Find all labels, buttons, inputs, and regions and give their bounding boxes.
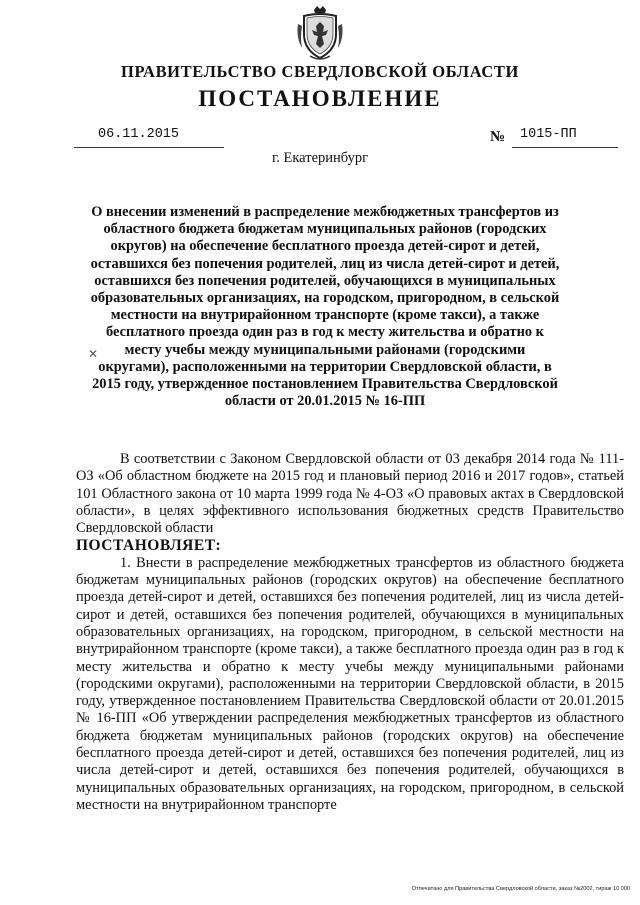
document-title: О внесении изменений в распределение межбюджетных трансфертов из областного бюджета бюджетам муниципальных районов (городских округов) на обеспечение бесплатного проезда детей-сирот и детей, оставшихся без попечения родителей, лиц из числа детей-сирот и детей, оставшихся без попечения родителей, обучающихся в муниципальных образовательных организациях, на городском, пригородном, в сельской местности на внутрирайонном транспорте (кроме такси), а также бесплатного проезда один раз в год к месту жительства и обратно к месту учебы между муниципальными районами (городскими округами), расположенными на территории Свердловской области, в 2015 году, утвержденное постановлением Правительства Свердловской области от 20.01.2015 № 16-ПП bbox=[90, 204, 560, 410]
decree-heading: ПОСТАНОВЛЯЕТ: bbox=[76, 537, 222, 555]
number-underline bbox=[512, 147, 618, 148]
document-type: ПОСТАНОВЛЕНИЕ bbox=[198, 86, 442, 111]
print-footer: Отпечатано для Правительства Свердловской области, заказ №2002, тираж 10 000 bbox=[411, 886, 630, 892]
document-date: 06.11.2015 bbox=[98, 127, 180, 142]
coat-of-arms-icon bbox=[296, 4, 344, 62]
city: г. Екатеринбург bbox=[271, 150, 369, 166]
intro-paragraph: В соответствии с Законом Свердловской области от 03 декабря 2014 года № 111-ОЗ «Об областном бюджете на 2015 год и плановый период 2016 и 2017 годов», статьей 101 Областного закона от 10 марта 1999 года № 4-ОЗ «О правовых актах в Свердловской области», в целях эффективного использования бюджетных средств Правительство Свердловской области bbox=[76, 451, 624, 537]
number-sign: № bbox=[490, 129, 506, 145]
margin-mark: ✕ bbox=[88, 347, 99, 361]
document-body bbox=[76, 451, 624, 814]
date-underline bbox=[74, 147, 224, 148]
organization-name: ПРАВИТЕЛЬСТВО СВЕРДЛОВСКОЙ ОБЛАСТИ bbox=[121, 62, 519, 81]
document-number: 1015-ПП bbox=[520, 127, 577, 142]
item-1-paragraph: 1. Внести в распределение межбюджетных трансфертов из областного бюджета бюджетам муниципальных районов (городских округов) на обеспечение бесплатного проезда детей-сирот и детей, оставшихся без попечения родителей, лиц из числа детей-сирот и детей, оставшихся без попечения родителей, обучающихся в муниципальных образовательных организациях, на городском, пригородном, в сельской местности на внутрирайонном транспорте (кроме такси), а также бесплатного проезда один раз в год к месту жительства и обратно к месту учебы между муниципальными районами (городскими округами), расположенными на территории Свердловской области, в 2015 году, утвержденное постановлением Правительства Свердловской области от 20.01.2015 № 16-ПП «Об утверждении распределения межбюджетных трансфертов из областного бюджета бюджетам муниципальных районов (городских округов) на обеспечение бесплатного проезда детей-сирот и детей, оставшихся без попечения родителей, лиц из числа детей-сирот и детей, оставшихся без попечения родителей, обучающихся в муниципальных образовательных организациях, на городском, пригородном, в сельской местности на внутрирайонном транспорте bbox=[76, 554, 624, 813]
